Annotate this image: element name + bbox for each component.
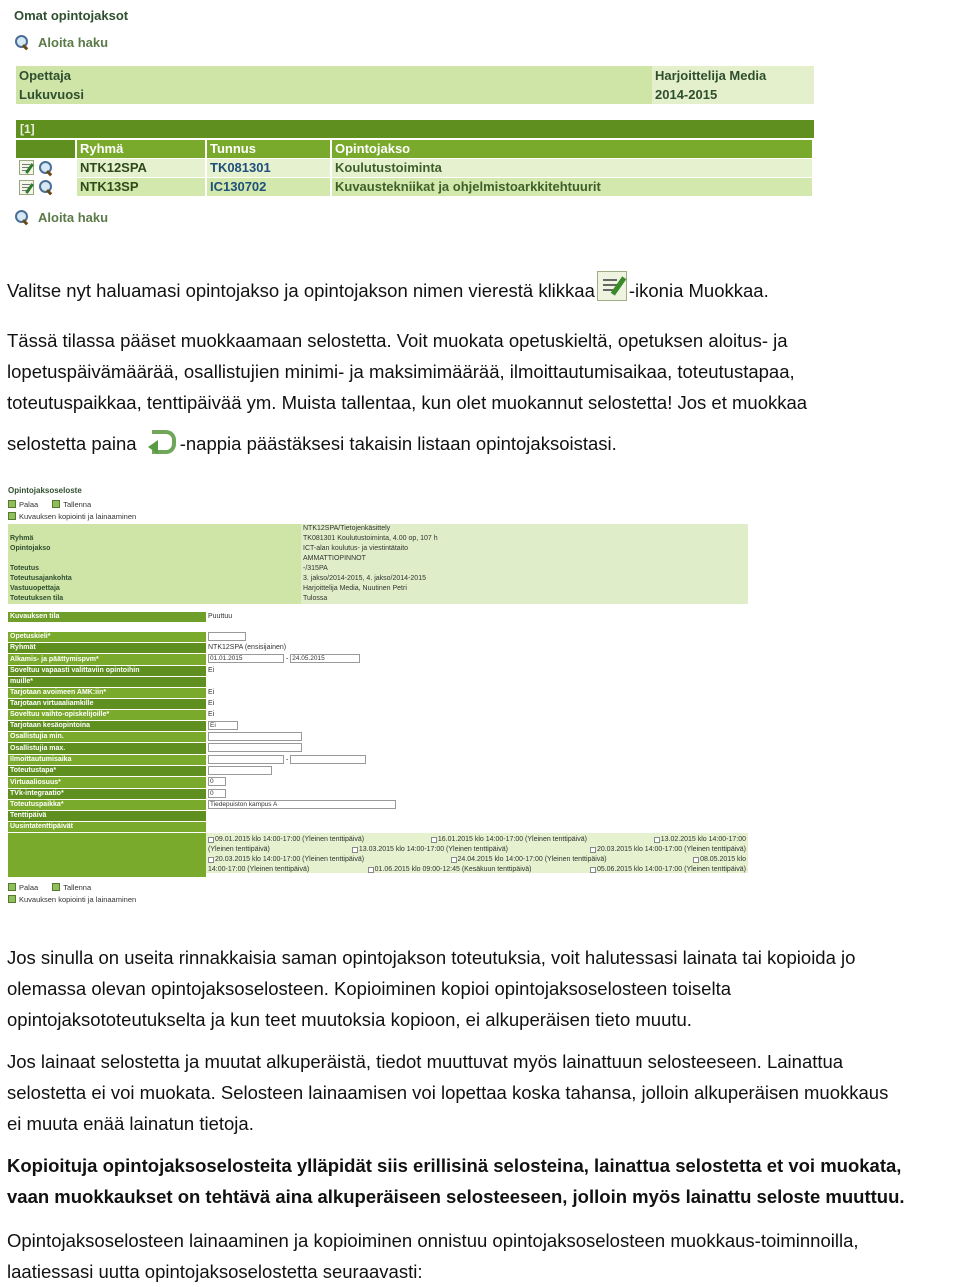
info-label: Vastuuopettaja (8, 584, 301, 594)
info-label: Lukuvuosi (16, 85, 652, 104)
search-icon (14, 209, 30, 225)
virtual-select[interactable]: 0 (208, 777, 226, 786)
search-link-label: Aloita haku (38, 34, 109, 50)
field-label: Ryhmät (8, 643, 206, 654)
copy-button[interactable] (8, 895, 136, 904)
exam-date-text: 09.01.2015 klo 14:00-17:00 (Yleinen tenttipäivä) (215, 836, 365, 844)
form-row (8, 822, 748, 833)
text: -nappia päästäksesi takaisin listaan opintojaksoistasi. (179, 433, 617, 454)
exam-date-checkbox[interactable] (208, 837, 214, 843)
text-line: lopetuspäivämäärää, osallistujien minimi- ja maksimimäärää, ilmoittautumisaikaa, toteutustapaa, (7, 361, 795, 382)
cell-tunnus: IC130702 (206, 177, 331, 196)
exam-date-option[interactable] (451, 855, 607, 865)
info-value: NTK12SPA/Tietojenkäsittely (301, 524, 748, 534)
exam-date-checkbox[interactable] (368, 867, 374, 873)
field-label: Ilmoittautumisaika (8, 754, 206, 765)
field-label: Soveltuu vaihto-opiskelijoille* (8, 709, 206, 720)
info-value: ICT-alan koulutus- ja viestintätaito (301, 544, 748, 554)
button-label: Tallenna (63, 882, 92, 892)
text-line: Kopioituja opintojaksoselosteita ylläpidät siis erillisinä selosteina, lainattua selostetta et voi muokata, (7, 1155, 902, 1176)
form-row (8, 665, 748, 676)
status-table (8, 612, 748, 622)
form-row (8, 676, 748, 687)
info-row (8, 594, 748, 604)
field-value: Ei (206, 687, 748, 698)
info-label: Opintojakso (8, 544, 301, 554)
text-line: vaan muokkaukset on tehtävä aina alkuperäiseen selosteeseen, jolloin myös lainattu seloste muuttuu. (7, 1186, 905, 1207)
form-row (8, 800, 748, 811)
exam-date-option[interactable] (654, 835, 746, 845)
field-value: NTK12SPA (ensisijainen) (206, 643, 748, 654)
exam-date-row (208, 855, 746, 865)
search-icon[interactable] (38, 179, 54, 195)
exam-date-text: 14:00-17:00 (Yleinen tenttipäivä) (208, 866, 310, 874)
page-link[interactable]: [1] (20, 122, 35, 136)
field-label: Osallistujia max. (8, 743, 206, 754)
cell-tunnus: TK081301 (206, 158, 331, 177)
max-participants-input[interactable] (208, 743, 302, 752)
info-table (16, 66, 814, 104)
exam-date-text: 13.03.2015 klo 14:00-17:00 (Yleinen tenttipäivä) (358, 846, 508, 854)
info-value: -/315PA (301, 564, 748, 574)
enroll-end-input[interactable] (290, 755, 366, 764)
text: -ikonia Muokkaa. (628, 280, 769, 301)
info-row (8, 524, 748, 534)
field-label: Tarjotaan kesäopintoina (8, 720, 206, 731)
save-button[interactable] (52, 883, 91, 892)
text-line: olemassa olevan opintojaksoselosteen. Kopioiminen kopioi opintojaksoselosteen toiselta (7, 978, 732, 999)
field-label: Tenttipäivä (8, 811, 206, 822)
exam-date-text: 20.03.2015 klo 14:00-17:00 (Yleinen tenttipäivä) (596, 846, 746, 854)
text-line: Jos sinulla on useita rinnakkaisia saman opintojakson toteutuksia, voit halutessasi lainata tai kopioida jo (7, 947, 856, 968)
info-value: AMMATTIOPINNOT (301, 554, 748, 564)
summer-select[interactable]: Ei (208, 721, 238, 730)
copy-icon (8, 895, 16, 903)
exam-date-text: 13.02.2015 klo 14:00-17:00 (660, 836, 746, 844)
info-row (8, 554, 748, 564)
text-line: toteutuspaikkaa, tenttipäivää ym. Muista tallentaa, kun olet muokannut selostetta! Jos et muokkaa (7, 392, 808, 413)
form-row (8, 698, 748, 709)
exam-date-text: 16.01.2015 klo 14:00-17:00 (Yleinen tenttipäivä) (437, 836, 587, 844)
info-row (8, 574, 748, 584)
page-title: Omat opintojaksot (14, 8, 129, 23)
text-line: ei muuta enää lainatun tietoja. (7, 1113, 254, 1134)
copy-icon (8, 512, 16, 520)
info-row (16, 85, 814, 104)
info-value: 3. jakso/2014-2015, 4. jakso/2014-2015 (301, 574, 748, 584)
exam-date-checkbox[interactable] (654, 837, 660, 843)
table-header (16, 140, 813, 158)
edit-icon[interactable] (19, 160, 34, 175)
exam-date-text: 08.05.2015 klo (700, 856, 746, 864)
start-date-input[interactable]: 01.01.2015 (208, 654, 284, 663)
field-label: Virtuaaliosuus* (8, 777, 206, 788)
pagination-bar (16, 120, 814, 138)
exam-date-option[interactable] (590, 865, 746, 875)
form-row (8, 632, 748, 643)
form-row (8, 732, 748, 743)
info-label: Toteutusajankohta (8, 574, 301, 584)
form-row (8, 720, 748, 731)
instruction-paragraph-4 (7, 1046, 957, 1139)
text-line: Jos lainaat selostetta ja muutat alkuperäistä, tiedot muuttuvat myös lainattuun selosteeseen. Lainattua (7, 1051, 844, 1072)
exam-date-row (208, 865, 746, 875)
exam-date-checkbox[interactable] (431, 837, 437, 843)
back-arrow-icon (148, 424, 178, 454)
end-date-input[interactable]: 24.05.2015 (290, 654, 360, 663)
info-label (8, 554, 301, 564)
language-select[interactable] (208, 632, 246, 641)
field-value: Ei (206, 698, 748, 709)
exam-dates-block (8, 833, 748, 877)
field-label: Toteutuspaikka* (8, 800, 206, 811)
info-value: 2014-2015 (652, 85, 814, 104)
location-select[interactable]: Tiedepuiston kampus A (208, 800, 396, 809)
exam-date-option[interactable] (590, 845, 746, 855)
column-header-ryhma[interactable]: Ryhmä (76, 140, 206, 158)
field-value: Ei (206, 665, 748, 676)
form-row: Alkamis- ja päättymispvm* 01.01.2015 - 24.05.2015 (8, 654, 748, 665)
exam-date-checkbox[interactable] (693, 857, 699, 863)
save-icon (52, 500, 60, 508)
icon-column-header (16, 140, 76, 158)
button-label: Kuvauksen kopiointi ja lainaaminen (19, 894, 137, 904)
field-label: Uusintatenttipäivät (8, 822, 206, 833)
info-row (16, 66, 814, 85)
status-label: Kuvauksen tila (8, 612, 206, 622)
button-label: Tallenna (63, 499, 92, 509)
save-icon (52, 883, 60, 891)
text-line: selostetta ei voi muokata. Selosteen lainaamisen voi lopettaa koska tahansa, jolloin alkuperäisen muokkaus (7, 1082, 889, 1103)
course-info-table (8, 524, 748, 604)
min-participants-input[interactable] (208, 732, 302, 741)
form-row (8, 788, 748, 799)
exam-date-checkbox[interactable] (208, 857, 214, 863)
enroll-start-input[interactable] (208, 755, 284, 764)
exam-date-option[interactable] (208, 835, 364, 845)
info-label: Ryhmä (8, 534, 301, 544)
exam-date-text: 01.06.2015 klo 09:00-12:45 (Kesäkuun tenttipäivä) (374, 866, 532, 874)
text: selostetta paina (7, 433, 137, 454)
toolbar-bottom (8, 881, 748, 893)
exam-date-checkbox[interactable] (590, 867, 596, 873)
exam-date-text: 05.06.2015 klo 14:00-17:00 (Yleinen tenttipäivä) (596, 866, 746, 874)
cell-ryhma: NTK13SP (76, 177, 206, 196)
back-icon (8, 883, 16, 891)
exam-date-checkbox[interactable] (451, 857, 457, 863)
field-label: Osallistujia min. (8, 732, 206, 743)
text: Valitse nyt haluamasi opintojakso ja opintojakson nimen vierestä klikkaa (7, 280, 595, 301)
form-row (8, 743, 748, 754)
instruction-paragraph-6 (7, 1225, 957, 1287)
field-label: Soveltuu vapaasti valittaviin opintoihin (8, 665, 206, 676)
info-row (8, 564, 748, 574)
cell-opintojakso[interactable]: Koulutustoiminta (331, 158, 813, 177)
copy-button[interactable] (8, 512, 136, 521)
toolbar-top (8, 498, 748, 510)
field-label: TVk-integraatio* (8, 788, 206, 799)
search-link-label: Aloita haku (38, 209, 109, 225)
exam-date-row (208, 845, 746, 855)
text-line: Opintojaksoselosteen lainaaminen ja kopioiminen onnistuu opintojaksoselosteen muokkaus-toiminnoilla, (7, 1230, 859, 1251)
text-line: Tässä tilassa pääset muokkaamaan selostetta. Voit muokata opetuskieltä, opetuksen aloitus- ja (7, 330, 788, 351)
exam-date-text: 24.04.2015 klo 14:00-17:00 (Yleinen tenttipäivä) (457, 856, 607, 864)
exam-dates-label-column (8, 833, 206, 877)
form-row (8, 811, 748, 822)
instruction-paragraph-1 (7, 275, 957, 306)
info-label: Opettaja (16, 66, 652, 85)
info-label: Toteutus (8, 564, 301, 574)
exam-date-text: (Yleinen tenttipäivä) (208, 846, 270, 854)
form-row (8, 709, 748, 720)
form-title: Opintojaksoseloste (8, 486, 82, 495)
info-row (8, 534, 748, 544)
column-header-opintojakso[interactable]: Opintojakso (331, 140, 813, 158)
field-value: Ei (206, 709, 748, 720)
exam-date-option[interactable] (368, 865, 532, 875)
field-label: muille* (8, 676, 206, 687)
cell-opintojakso[interactable]: Kuvaustekniikat ja ohjelmistoarkkitehtuurit (331, 177, 813, 196)
exam-date-text: 20.03.2015 klo 14:00-17:00 (Yleinen tenttipäivä) (215, 856, 365, 864)
cell-ryhma: NTK12SPA (76, 158, 206, 177)
info-value: Tulossa (301, 594, 748, 604)
back-button[interactable] (8, 500, 38, 509)
exam-date-option[interactable] (208, 855, 364, 865)
field-label: Opetuskieli* (8, 632, 206, 643)
course-list-table (16, 140, 814, 196)
exam-date-checkbox[interactable] (352, 847, 358, 853)
info-value: TK081301 Koulutustoiminta, 4.00 op, 107 h (301, 534, 748, 544)
status-value: Puuttuu (206, 612, 748, 622)
toolbar-copy (8, 510, 748, 522)
exam-dates-list (206, 833, 748, 873)
instruction-paragraph-5 (7, 1150, 957, 1212)
table-row (16, 158, 813, 177)
back-icon (8, 500, 16, 508)
exam-date-option[interactable] (693, 855, 746, 865)
table-row (16, 177, 813, 196)
search-icon (14, 34, 30, 50)
exam-date-checkbox[interactable] (590, 847, 596, 853)
tvk-select[interactable]: 0 (208, 789, 226, 798)
field-label: Tarjotaan virtuaaliamkille (8, 698, 206, 709)
info-label (8, 524, 301, 534)
button-label: Kuvauksen kopiointi ja lainaaminen (19, 511, 137, 521)
column-header-tunnus[interactable]: Tunnus (206, 140, 331, 158)
field-label: Toteutustapa* (8, 766, 206, 777)
search-link-bottom[interactable] (14, 209, 108, 225)
field-value (206, 676, 748, 687)
info-row (8, 584, 748, 594)
course-description-form-screenshot (8, 486, 748, 905)
status-row (8, 612, 748, 622)
search-icon[interactable] (38, 160, 54, 176)
form-row (8, 643, 748, 654)
toolbar-copy-bottom (8, 893, 748, 905)
instruction-paragraph-3 (7, 942, 957, 1035)
row-actions (16, 177, 76, 196)
exam-date-option[interactable] (431, 835, 587, 845)
back-button[interactable] (8, 883, 38, 892)
text-line: laatiessasi uutta opintojaksoselostetta seuraavasti: (7, 1261, 423, 1282)
implementation-method-select[interactable] (208, 766, 272, 775)
search-link-top[interactable] (14, 34, 108, 50)
row-actions (16, 158, 76, 177)
info-value: Harjoittelija Media, Nuutinen Petri (301, 584, 748, 594)
button-label: Palaa (19, 499, 39, 509)
field-label: Alkamis- ja päättymispvm* (8, 654, 206, 665)
save-button[interactable] (52, 500, 91, 509)
exam-date-row (208, 835, 746, 845)
edit-icon (597, 271, 627, 301)
text-line: opintojaksototeutukselta ja kun teet muutoksia kopioon, ei alkuperäisen tieto muutu. (7, 1009, 692, 1030)
edit-icon[interactable] (19, 180, 34, 195)
info-row (8, 544, 748, 554)
button-label: Palaa (19, 882, 39, 892)
exam-date-option[interactable] (352, 845, 508, 855)
form-row: Ilmoittautumisaika - (8, 754, 748, 765)
info-value: Harjoittelija Media (652, 66, 814, 85)
text-line (7, 428, 957, 459)
field-label: Tarjotaan avoimeen AMK:iin* (8, 687, 206, 698)
edit-form-table (8, 632, 748, 833)
info-label: Toteutuksen tila (8, 594, 301, 604)
form-row (8, 687, 748, 698)
instruction-paragraph-2 (7, 325, 957, 459)
form-row (8, 777, 748, 788)
form-row (8, 766, 748, 777)
